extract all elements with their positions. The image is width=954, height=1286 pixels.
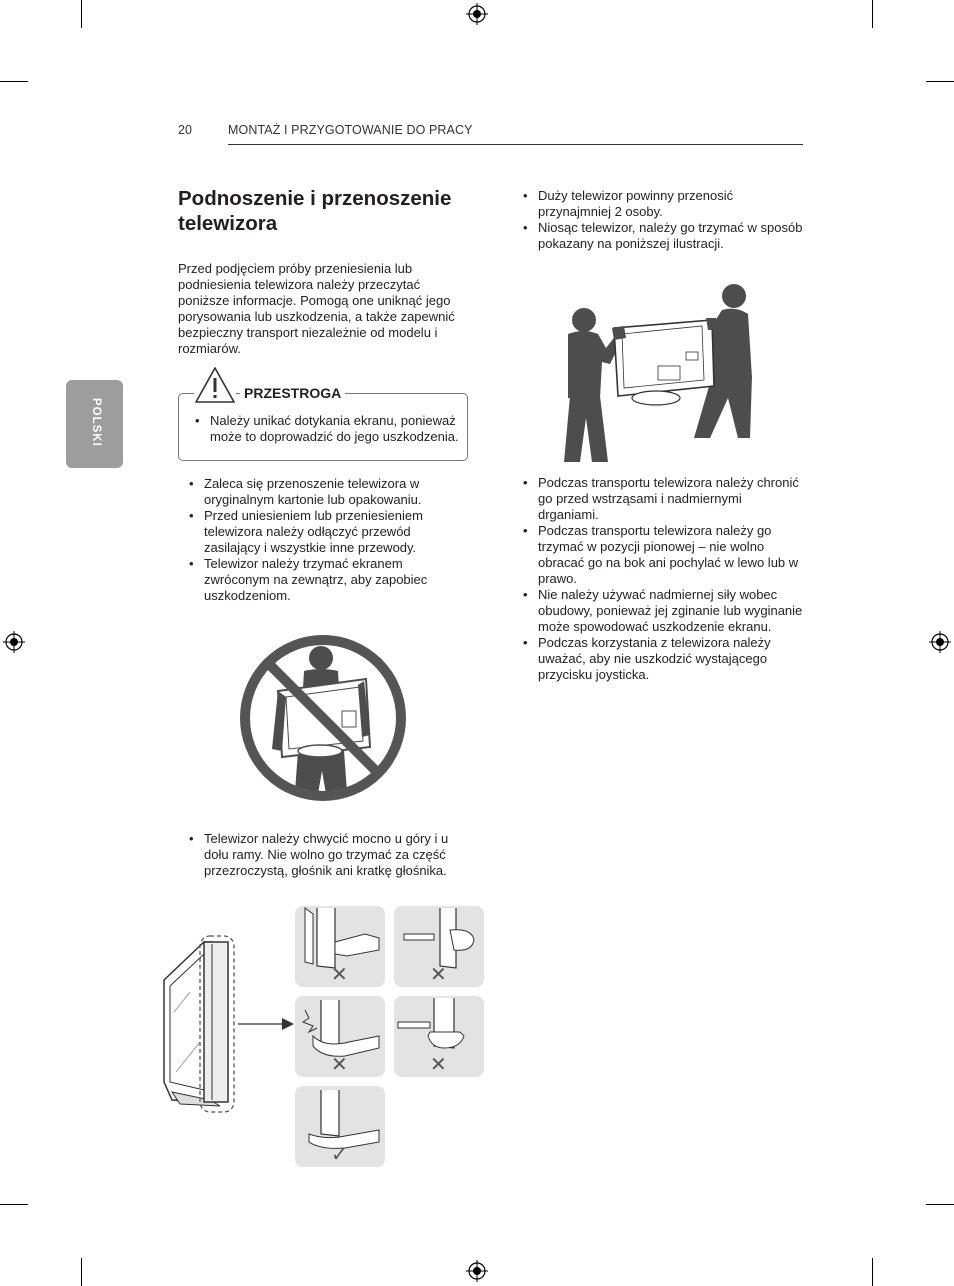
- two-person-carry-illustration: [562, 278, 758, 464]
- registration-mark-icon: [929, 631, 951, 653]
- crop-mark: [81, 1258, 82, 1286]
- warning-triangle-icon: [194, 366, 236, 404]
- intro-paragraph: Przed podjęciem próby przeniesienia lub podniesienia telewizora należy przeczytać poniższe informacje. Pomogą one uniknąć jego porysowania lub uszkodzenia, a także zapewnić bezpieczny transport niezależnie od modelu i rozmiarów.: [178, 261, 455, 356]
- grip-panel: [394, 906, 484, 987]
- registration-mark-icon: [3, 631, 25, 653]
- crop-mark: [0, 81, 28, 82]
- transport-bullet-list: [178, 476, 468, 604]
- section-title: MONTAŻ I PRZYGOTOWANIE DO PRACY: [228, 123, 473, 137]
- grip-panel: [295, 1086, 385, 1167]
- cross-icon: ✕: [331, 1054, 348, 1076]
- caution-title: PRZESTROGA: [240, 385, 345, 401]
- crop-mark: [81, 0, 82, 28]
- grip-panel: [295, 996, 385, 1077]
- grip-bullet-list: [178, 831, 468, 879]
- page-number: 20: [178, 123, 192, 137]
- language-label: POLSKI: [90, 398, 102, 447]
- list-item: • Telewizor należy trzymać ekranem zwróconym na zewnątrz, aby zapobiec uszkodzeniom.: [178, 556, 468, 604]
- list-item: • Podczas transportu telewizora należy go trzymać w pozycji pionowej – nie wolno obracać go na bok ani pochylać w lewo lub w prawo.: [512, 523, 803, 587]
- check-icon: ✓: [331, 1144, 348, 1166]
- grip-panel: [394, 996, 484, 1077]
- transport-care-bullet-list: [512, 475, 803, 683]
- grip-panel: [295, 906, 385, 987]
- crop-mark: [926, 1204, 954, 1205]
- header-rule: [228, 144, 803, 145]
- list-item: • Zaleca się przenoszenie telewizora w oryginalnym kartonie lub opakowaniu.: [178, 476, 468, 508]
- cross-icon: ✕: [430, 964, 447, 986]
- list-item: • Duży telewizor powinny przenosić przynajmniej 2 osoby.: [512, 188, 803, 220]
- list-item: • Telewizor należy chwycić mocno u góry i u dołu ramy. Nie wolno go trzymać za część przezroczystą, głośnik ani kratkę głośnika.: [178, 831, 468, 879]
- caution-list: [184, 413, 459, 445]
- list-item: • Przed uniesieniem lub przeniesieniem telewizora należy odłączyć przewód zasilający i wszystkie inne przewody.: [178, 508, 468, 556]
- registration-mark-icon: [466, 1260, 488, 1282]
- cross-icon: ✕: [331, 964, 348, 986]
- page-heading: Podnoszenie i przenoszenie telewizora: [178, 187, 452, 235]
- list-item: • Podczas korzystania z telewizora należy uważać, aby nie uszkodzić wystającego przycisku joysticka.: [512, 635, 803, 683]
- prohibited-carry-illustration: [236, 631, 410, 805]
- caution-item: • Należy unikać dotykania ekranu, ponieważ może to doprowadzić do jego uszkodzenia.: [184, 413, 459, 445]
- cross-icon: ✕: [430, 1054, 447, 1076]
- list-item: • Niosąc telewizor, należy go trzymać w sposób pokazany na poniższej ilustracji.: [512, 220, 803, 252]
- list-item: • Nie należy używać nadmiernej siły wobec obudowy, ponieważ jej zginanie lub wyginanie może spowodować uszkodzenie ekranu.: [512, 587, 803, 635]
- crop-mark: [926, 81, 954, 82]
- registration-mark-icon: [466, 3, 488, 25]
- tv-frame-side-illustration: [160, 932, 300, 1116]
- language-side-tab: [66, 380, 123, 468]
- crop-mark: [872, 1258, 873, 1286]
- crop-mark: [0, 1204, 28, 1205]
- carry-bullet-list: [512, 188, 803, 252]
- list-item: • Podczas transportu telewizora należy chronić go przed wstrząsami i nadmiernymi drganiami.: [512, 475, 803, 523]
- crop-mark: [872, 0, 873, 28]
